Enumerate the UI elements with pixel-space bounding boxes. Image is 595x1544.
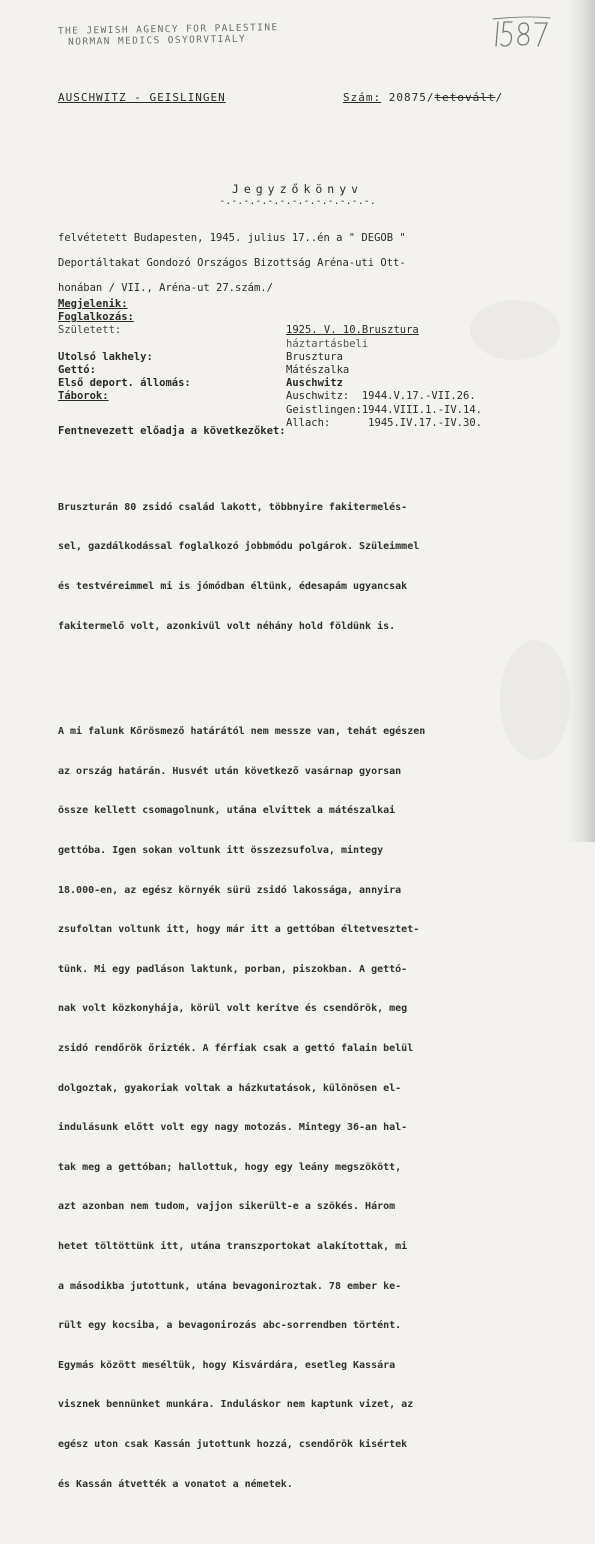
- text-line: rült egy kocsiba, a bevagonirozás abc-sorrendben történt.: [58, 1320, 402, 1332]
- field-row: [58, 338, 558, 351]
- document-header: [58, 91, 504, 104]
- record-number: [343, 91, 503, 104]
- field-label: Első deport. állomás:: [58, 377, 191, 390]
- agency-stamp: [58, 22, 279, 48]
- text-line: 18.000-en, az egész környék sürü zsidó lakossága, annyira: [58, 884, 402, 896]
- text-line: egész uton csak Kassán jutottunk hozzá, csendőrök kisértek: [58, 1439, 408, 1451]
- text-line: Egymás között meséltük, hogy Kisvárdára, esetleg Kassára: [58, 1359, 396, 1371]
- camp-route: AUSCHWITZ - GEISLINGEN: [58, 91, 226, 104]
- stamp-line: THE JEWISH AGENCY FOR PALESTINE: [57, 22, 279, 37]
- text-line: az ország határán. Husvét után következő vasárnap gyorsan: [58, 765, 402, 777]
- text-line: és testvéreimmel mi is jómódban éltünk, édesapám ugyancsak: [58, 581, 408, 593]
- text-line: és Kassán átvették a vonatot a németek.: [58, 1478, 293, 1490]
- text-line: tünk. Mi egy padláson laktunk, porban, piszokban. A gettó-: [58, 963, 408, 975]
- text-line: sel, gazdálkodással foglalkozó jobbmódu polgárok. Szüleimmel: [58, 541, 420, 553]
- field-row: [58, 377, 558, 390]
- field-label: Utolsó lakhely:: [58, 350, 153, 363]
- intro-line: felvétetett Budapesten, 1945. julius 17..én a " DEGOB ": [58, 232, 406, 244]
- field-label: Táborok:: [58, 390, 109, 403]
- intro-line: Deportáltakat Gondozó Országos Bizottság Aréna-uti Ott-: [58, 257, 406, 269]
- testimony-lead: Fentnevezett előadja a következőket:: [58, 425, 286, 437]
- title-underline: -.-.-.-.-.-.-.-.-.-.-.-.-.: [219, 196, 376, 207]
- text-line: zsidó rendőrök őrizték. A férfiak csak a gettó falain belül: [58, 1042, 414, 1054]
- text-line: zsufoltan voltunk itt, hogy már itt a gettóban éltetvesztet-: [58, 924, 420, 936]
- text-line: visznek bennünket munkára. Induláskor nem kaptunk vizet, az: [58, 1399, 414, 1411]
- field-value: Geistlingen:1944.VIII.1.-IV.14.: [286, 403, 482, 416]
- text-line: össze kellett csomagolnunk, utána elvittek a mátészalkai: [58, 805, 396, 817]
- paragraph: [58, 699, 538, 1518]
- number-label: Szám:: [343, 91, 382, 104]
- field-row: [58, 390, 558, 403]
- field-row: [58, 364, 558, 377]
- field-row: [58, 404, 558, 417]
- text-line: gettóba. Igen sokan voltunk itt összezsufolva, mintegy: [58, 844, 384, 856]
- text-line: azt azonban nem tudom, vajjon sikerült-e a szökés. Három: [58, 1201, 396, 1213]
- field-value: Auschwitz: 1944.V.17.-VII.26.: [286, 390, 476, 403]
- intro-block: [58, 226, 498, 301]
- slash-mark: /: [495, 91, 504, 104]
- field-row: [58, 298, 558, 311]
- page-edge-shadow: [565, 0, 595, 842]
- text-line: tak meg a gettóban; hallottuk, hogy egy leány megszökött,: [58, 1161, 402, 1173]
- number-value: 20875/: [388, 91, 435, 104]
- field-value: Brusztura: [286, 350, 343, 363]
- field-value: Auschwitz: [286, 377, 343, 390]
- text-line: nak volt közkonyhája, körül volt kerítve és csendőrök, meg: [58, 1003, 408, 1015]
- text-line: A mi falunk Kőrösmező határától nem messze van, tehát egészen: [58, 726, 426, 738]
- field-row: [58, 324, 558, 337]
- field-row: [58, 311, 558, 324]
- field-label: Foglalkozás:: [58, 311, 134, 324]
- field-value: Allach: 1945.IV.17.-IV.30.: [286, 416, 482, 429]
- field-label: Megjelenik:: [58, 298, 128, 310]
- field-label: Gettó:: [58, 363, 96, 376]
- paragraph: [58, 474, 538, 659]
- text-line: dolgoztak, gyakoriak voltak a házkutatások, különösen el-: [58, 1082, 402, 1094]
- field-value: háztartásbeli: [286, 337, 369, 350]
- struck-word: tetovált: [434, 91, 496, 104]
- field-label: Született:: [58, 324, 122, 337]
- text-line: indulásunk előtt volt egy nagy motozás. Mintegy 36-an hal-: [58, 1122, 408, 1134]
- text-line: Bruszturán 80 zsidó család lakott, többnyire fakitermelés-: [58, 501, 408, 513]
- field-value: 1925. V. 10.Brusztura: [286, 324, 419, 337]
- text-line: hetet töltöttünk itt, utána transzportokat alakítottak, mi: [58, 1240, 408, 1252]
- text-line: a másodikba jutottunk, utána bevagoniroztak. 78 ember ke-: [58, 1280, 402, 1292]
- testimony-body: [58, 448, 538, 1544]
- text-line: fakitermelő volt, azonkivül volt néhány hold földünk is.: [58, 620, 396, 632]
- personal-data-table: [58, 298, 558, 430]
- field-value: Mátészalka: [286, 363, 350, 376]
- document-title: Jegyzőkönyv: [231, 182, 364, 196]
- field-row: [58, 351, 558, 364]
- stamp-line: NORMAN MEDICS OSYORVTIALY: [68, 33, 247, 48]
- intro-line: honában / VII., Aréna-ut 27.szám./: [58, 282, 273, 294]
- handwritten-archive-number: [492, 14, 552, 54]
